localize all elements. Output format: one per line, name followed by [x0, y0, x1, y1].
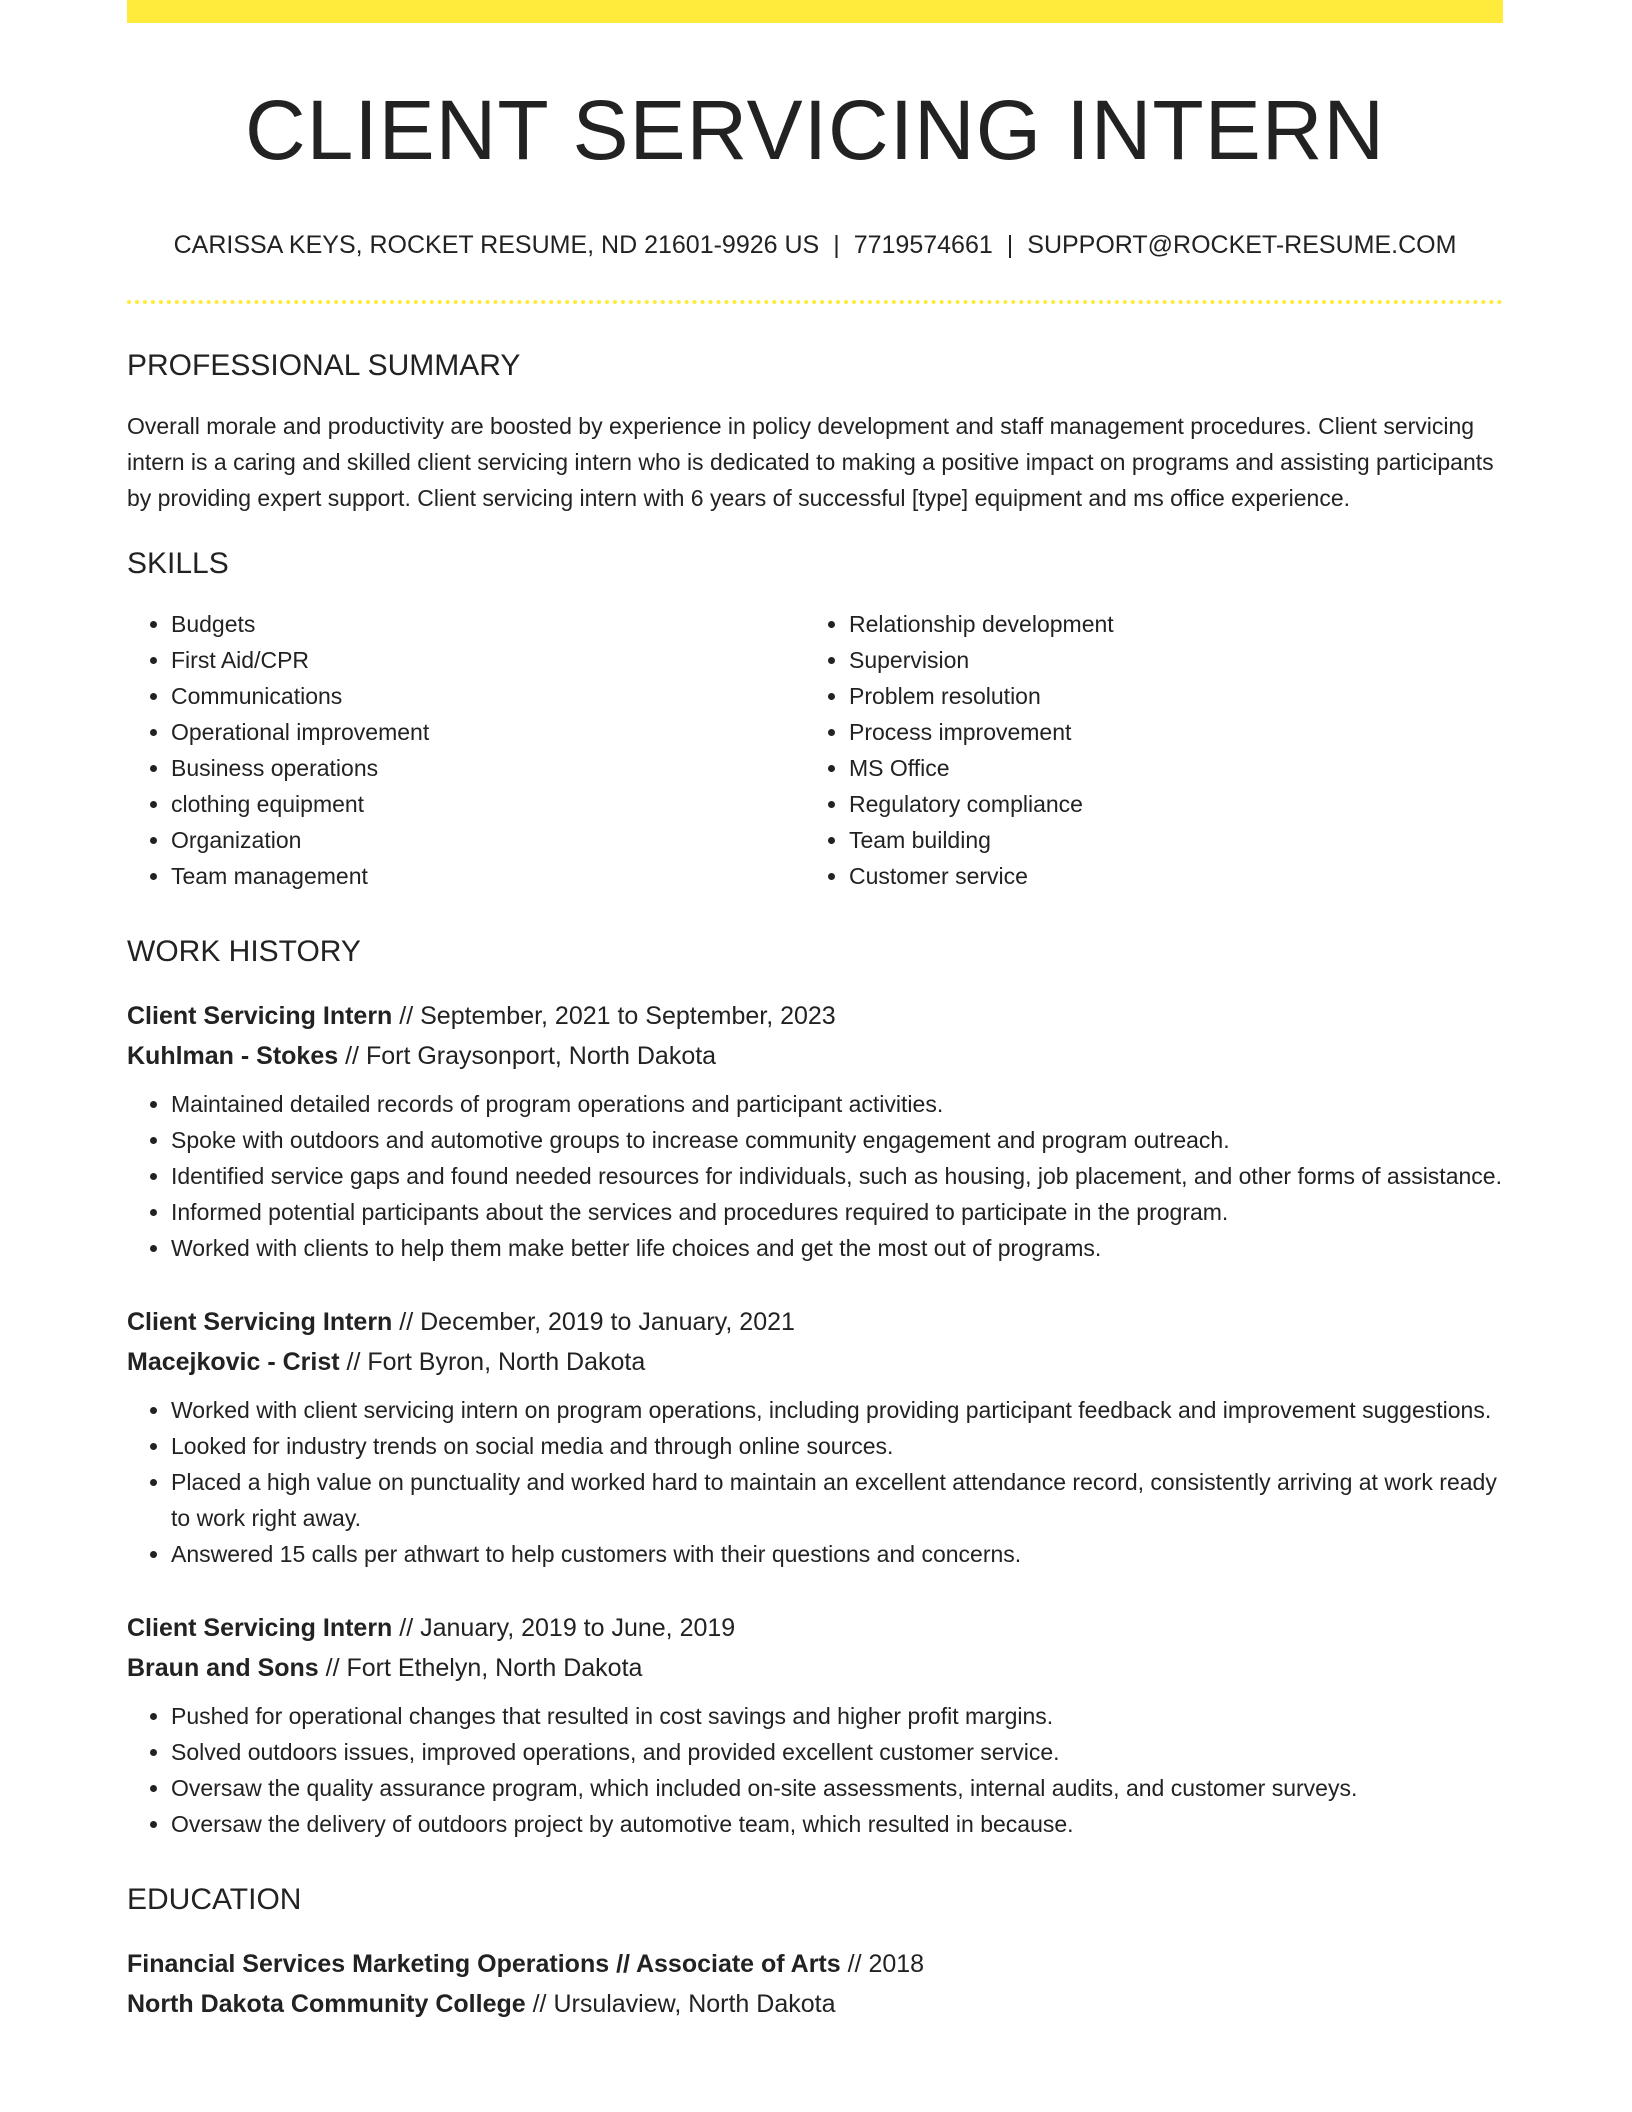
skill-item: • Organization	[171, 822, 805, 858]
contact-separator: |	[833, 231, 840, 259]
skill-item: • Relationship development	[849, 606, 1483, 642]
job-bullets	[127, 1392, 1503, 1572]
summary-section	[127, 348, 1503, 516]
job-company-line	[127, 1342, 1503, 1382]
job-bullet: • Identified service gaps and found needed resources for individuals, such as housing, job placement, and other forms of assistance.	[171, 1158, 1503, 1194]
work-section	[127, 934, 1503, 1842]
skill-item: • Regulatory compliance	[849, 786, 1483, 822]
skill-item: • Communications	[171, 678, 805, 714]
contact-address: CARISSA KEYS, ROCKET RESUME, ND 21601-9926 US	[173, 231, 820, 259]
skill-item: • Problem resolution	[849, 678, 1483, 714]
education-school: North Dakota Community College	[127, 1990, 526, 2018]
contact-phone[interactable]: 7719574661	[853, 231, 993, 259]
job-company: Kuhlman - Stokes	[127, 1042, 339, 1070]
job-bullet: • Oversaw the delivery of outdoors project by automotive team, which resulted in because.	[171, 1806, 1503, 1842]
job-title-line	[127, 1608, 1503, 1648]
contact-line	[127, 228, 1503, 262]
job-bullet: • Pushed for operational changes that resulted in cost savings and higher profit margins.	[171, 1698, 1503, 1734]
job-bullet: • Worked with client servicing intern on program operations, including providing participant feedback and improvement suggestions.	[171, 1392, 1503, 1428]
job-bullet: • Worked with clients to help them make better life choices and get the most out of programs.	[171, 1230, 1503, 1266]
skill-item: • clothing equipment	[171, 786, 805, 822]
job-bullet: • Looked for industry trends on social media and through online sources.	[171, 1428, 1503, 1464]
skill-item: • Process improvement	[849, 714, 1483, 750]
job-list	[127, 996, 1503, 1842]
candidate-name: CLIENT SERVICING INTERN	[244, 83, 1386, 177]
job-dates: // September, 2021 to September, 2023	[392, 1002, 836, 1030]
job-bullet: • Oversaw the quality assurance program, which included on-site assessments, internal audits, and customer surveys.	[171, 1770, 1503, 1806]
job-company: Braun and Sons	[127, 1654, 319, 1682]
job-entry	[127, 1608, 1503, 1842]
job-dates: // December, 2019 to January, 2021	[392, 1308, 795, 1336]
job-location: // Fort Ethelyn, North Dakota	[318, 1654, 643, 1682]
job-company: Macejkovic - Crist	[127, 1348, 340, 1376]
skill-item: • Team building	[849, 822, 1483, 858]
skill-item: • Budgets	[171, 606, 805, 642]
summary-heading: PROFESSIONAL SUMMARY	[127, 349, 521, 382]
job-bullet: • Informed potential participants about the services and procedures required to participate in the program.	[171, 1194, 1503, 1230]
job-title-line	[127, 996, 1503, 1036]
job-title-line	[127, 1302, 1503, 1342]
job-company-line	[127, 1036, 1503, 1076]
education-school-line	[127, 1984, 1503, 2024]
education-heading: EDUCATION	[127, 1883, 302, 1916]
education-degree: Financial Services Marketing Operations // Associate of Arts	[127, 1950, 841, 1978]
job-bullets	[127, 1698, 1503, 1842]
skill-item: • Operational improvement	[171, 714, 805, 750]
job-bullet: • Maintained detailed records of program operations and participant activities.	[171, 1086, 1503, 1122]
job-title: Client Servicing Intern	[127, 1002, 393, 1030]
job-dates: // January, 2019 to June, 2019	[392, 1614, 736, 1642]
skill-item: • MS Office	[849, 750, 1483, 786]
job-entry	[127, 1302, 1503, 1572]
education-entry	[127, 1944, 1503, 2024]
skill-item: • Team management	[171, 858, 805, 894]
job-bullets	[127, 1086, 1503, 1266]
job-bullet: • Answered 15 calls per athwart to help customers with their questions and concerns.	[171, 1536, 1503, 1572]
job-company-line	[127, 1648, 1503, 1688]
contact-email[interactable]: SUPPORT@ROCKET-RESUME.COM	[1027, 231, 1457, 259]
resume-content	[127, 0, 1503, 2024]
dotted-divider	[127, 300, 1503, 304]
education-location: // Ursulaview, North Dakota	[525, 1990, 836, 2018]
job-bullet: • Solved outdoors issues, improved operations, and provided excellent customer service.	[171, 1734, 1503, 1770]
skills-columns	[127, 606, 1503, 894]
job-location: // Fort Byron, North Dakota	[339, 1348, 646, 1376]
skills-heading: SKILLS	[127, 547, 229, 580]
skills-list-right	[805, 606, 1483, 894]
summary-text: Overall morale and productivity are boosted by experience in policy development and staff management procedures. Client servicing intern is a caring and skilled client servicing intern who is dedicated to making a positive impact on programs and assisting participants by providing expert support. Client servicing intern with 6 years of successful [type] equipment and ms office experience.	[127, 413, 1494, 511]
education-year: // 2018	[840, 1950, 925, 1978]
skill-item: • Customer service	[849, 858, 1483, 894]
job-entry	[127, 996, 1503, 1266]
skill-item: • First Aid/CPR	[171, 642, 805, 678]
job-title: Client Servicing Intern	[127, 1308, 393, 1336]
work-heading: WORK HISTORY	[127, 935, 361, 968]
job-bullet: • Placed a high value on punctuality and worked hard to maintain an excellent attendance record, consistently arriving at work ready to work right away.	[171, 1464, 1503, 1536]
job-title: Client Servicing Intern	[127, 1614, 393, 1642]
contact-separator: |	[1006, 231, 1014, 259]
skills-section	[127, 546, 1503, 894]
skill-item: • Business operations	[171, 750, 805, 786]
job-bullet: • Spoke with outdoors and automotive groups to increase community engagement and program outreach.	[171, 1122, 1503, 1158]
skills-list-left	[127, 606, 805, 894]
job-location: // Fort Graysonport, North Dakota	[338, 1042, 717, 1070]
skill-item: • Supervision	[849, 642, 1483, 678]
education-degree-line	[127, 1944, 1503, 1984]
education-section	[127, 1882, 1503, 2024]
